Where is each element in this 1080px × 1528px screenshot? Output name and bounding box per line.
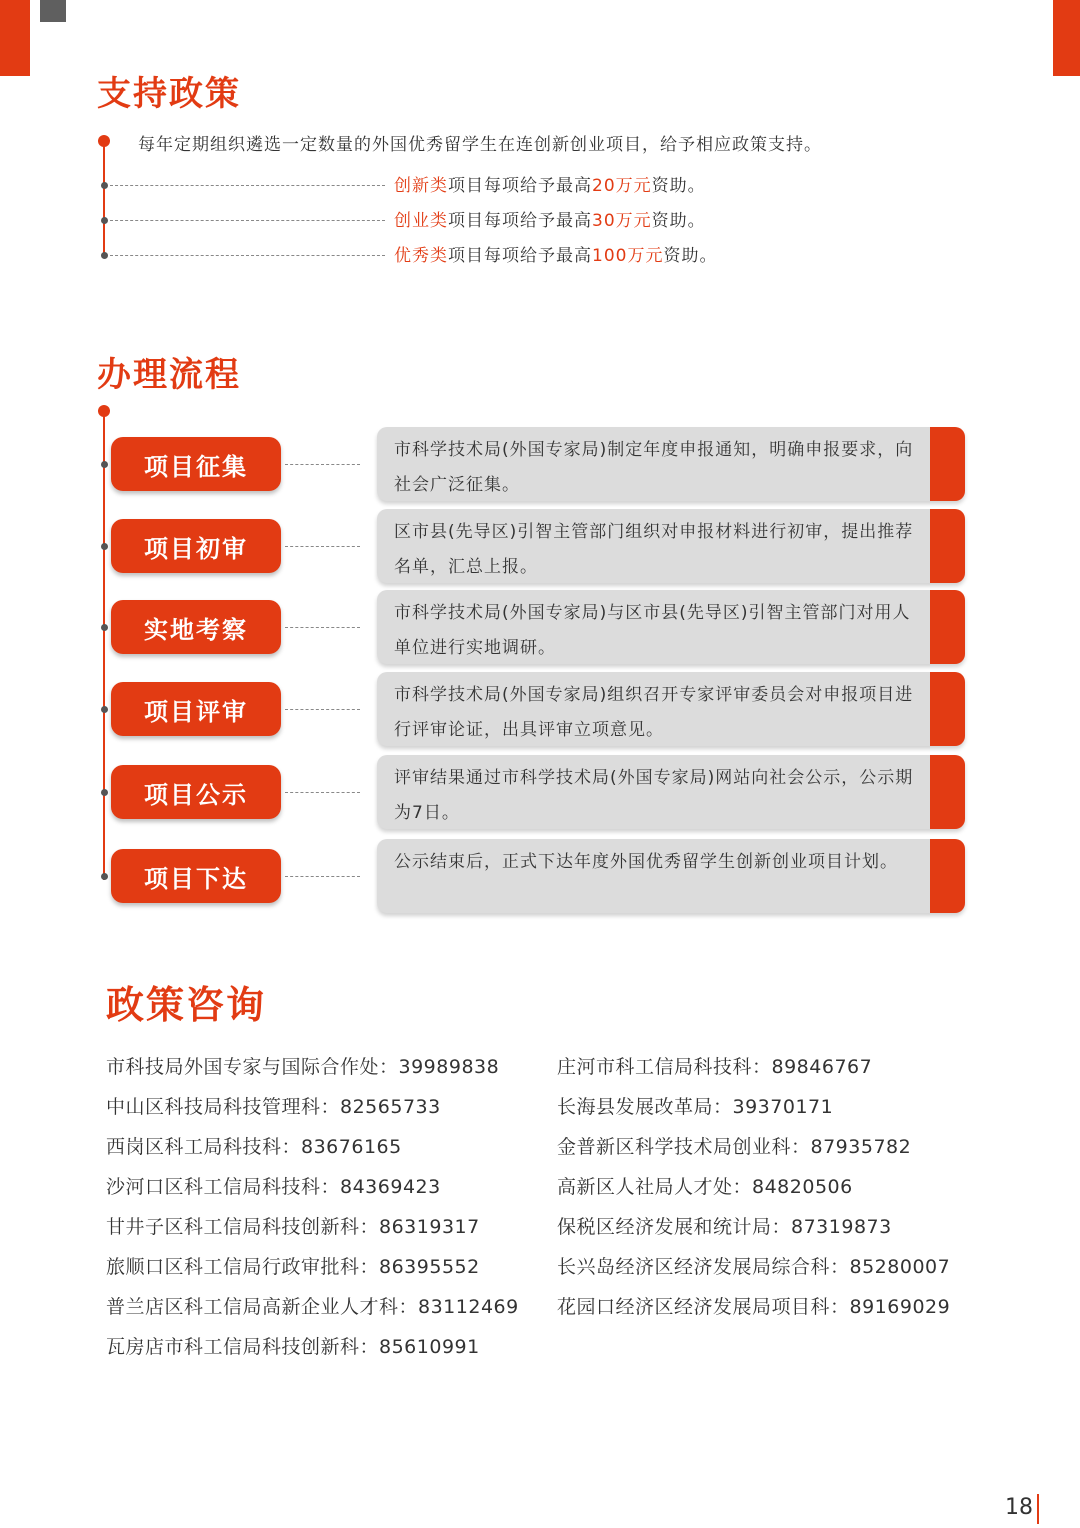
step-description: 公示结束后，正式下达年度外国优秀留学生创新创业项目计划。 <box>394 852 898 872</box>
step-connector <box>285 709 360 710</box>
policy-item <box>394 206 706 231</box>
step-dot <box>101 543 108 550</box>
policy-title: 支持政策 <box>97 74 241 114</box>
policy-item-category: 创业类 <box>394 211 448 231</box>
policy-bullet-dot <box>101 217 108 224</box>
contact-entry: 保税区经济发展和统计局：87319873 <box>557 1216 892 1238</box>
step-description-box <box>377 590 965 664</box>
policy-timeline <box>103 142 105 256</box>
policy-item-text: 项目每项给予最高 <box>448 211 592 231</box>
step-description-box <box>377 755 965 829</box>
contact-entry: 瓦房店市科工信局科技创新科：85610991 <box>106 1336 480 1358</box>
step-dot <box>101 789 108 796</box>
policy-item <box>394 241 717 266</box>
contact-entry: 高新区人社局人才处：84820506 <box>557 1176 853 1198</box>
policy-item-suffix: 资助。 <box>663 246 718 266</box>
policy-dash <box>110 220 385 221</box>
step-description-box <box>377 839 965 913</box>
contact-entry: 旅顺口区科工信局行政审批科：86395552 <box>106 1256 480 1278</box>
step-box-accent <box>930 755 965 829</box>
page-number: 18 <box>1005 1495 1033 1520</box>
policy-dash <box>110 185 385 186</box>
step-dot <box>101 873 108 880</box>
step-box-accent <box>930 509 965 583</box>
step-description-box <box>377 509 965 583</box>
contact-entry: 中山区科技局科技管理科：82565733 <box>106 1096 441 1118</box>
contact-entry: 普兰店区科工信局高新企业人才科：83112469 <box>106 1296 519 1318</box>
step-connector <box>285 464 360 465</box>
step-description: 市科学技术局(外国专家局)组织召开专家评审委员会对申报项目进行评审论证，出具评审立项意见。 <box>394 685 914 740</box>
policy-item-text: 项目每项给予最高 <box>448 176 592 196</box>
step-dot <box>101 706 108 713</box>
contact-entry: 甘井子区科工信局科技创新科：86319317 <box>106 1216 480 1238</box>
policy-timeline-dot <box>98 135 110 147</box>
contact-entry: 沙河口区科工信局科技科：84369423 <box>106 1176 441 1198</box>
policy-dash <box>110 255 385 256</box>
corner-accent-left <box>0 0 30 76</box>
step-label-pill: 项目征集 <box>111 437 281 491</box>
step-label-pill: 实地考察 <box>111 600 281 654</box>
step-box-accent <box>930 590 965 664</box>
consult-title: 政策咨询 <box>106 983 267 1027</box>
policy-item-category: 优秀类 <box>394 246 448 266</box>
step-connector <box>285 627 360 628</box>
step-description-box <box>377 672 965 746</box>
contact-entry: 长兴岛经济区经济发展局综合科：85280007 <box>557 1256 951 1278</box>
corner-accent-right <box>1053 0 1080 76</box>
step-box-accent <box>930 427 965 501</box>
step-box-accent <box>930 839 965 913</box>
step-label-pill: 项目下达 <box>111 849 281 903</box>
contact-entry: 长海县发展改革局：39370171 <box>557 1096 834 1118</box>
process-title: 办理流程 <box>97 355 241 395</box>
step-description: 市科学技术局(外国专家局)制定年度申报通知，明确申报要求，向社会广泛征集。 <box>394 440 914 495</box>
policy-item-category: 创新类 <box>394 176 448 196</box>
policy-item-suffix: 资助。 <box>651 176 706 196</box>
process-timeline <box>103 412 105 880</box>
step-label-pill: 项目初审 <box>111 519 281 573</box>
policy-item-amount: 20万元 <box>592 176 652 196</box>
policy-item-amount: 30万元 <box>592 211 652 231</box>
step-connector <box>285 792 360 793</box>
step-box-accent <box>930 672 965 746</box>
step-connector <box>285 546 360 547</box>
contact-entry: 花园口经济区经济发展局项目科：89169029 <box>557 1296 951 1318</box>
contact-entry: 市科技局外国专家与国际合作处：39989838 <box>106 1056 500 1078</box>
policy-bullet-dot <box>101 252 108 259</box>
policy-bullet-dot <box>101 182 108 189</box>
page-number-bar <box>1037 1494 1039 1524</box>
policy-item-text: 项目每项给予最高 <box>448 246 592 266</box>
policy-item-amount: 100万元 <box>592 246 664 266</box>
contact-entry: 西岗区科工局科技科：83676165 <box>106 1136 402 1158</box>
policy-item <box>394 171 706 196</box>
step-dot <box>101 461 108 468</box>
contact-entry: 庄河市科工信局科技科：89846767 <box>557 1056 873 1078</box>
step-dot <box>101 624 108 631</box>
step-description: 评审结果通过市科学技术局(外国专家局)网站向社会公示，公示期为7日。 <box>394 768 914 823</box>
step-description: 区市县(先导区)引智主管部门组织对申报材料进行初审，提出推荐名单，汇总上报。 <box>394 522 914 577</box>
policy-item-suffix: 资助。 <box>651 211 706 231</box>
step-description-box <box>377 427 965 501</box>
step-label-pill: 项目公示 <box>111 765 281 819</box>
policy-intro: 每年定期组织遴选一定数量的外国优秀留学生在连创新创业项目，给予相应政策支持。 <box>138 135 822 155</box>
step-connector <box>285 876 360 877</box>
contact-entry: 金普新区科学技术局创业科：87935782 <box>557 1136 912 1158</box>
corner-accent-gray <box>40 0 66 22</box>
step-description: 市科学技术局(外国专家局)与区市县(先导区)引智主管部门对用人单位进行实地调研。 <box>394 603 911 658</box>
step-label-pill: 项目评审 <box>111 682 281 736</box>
